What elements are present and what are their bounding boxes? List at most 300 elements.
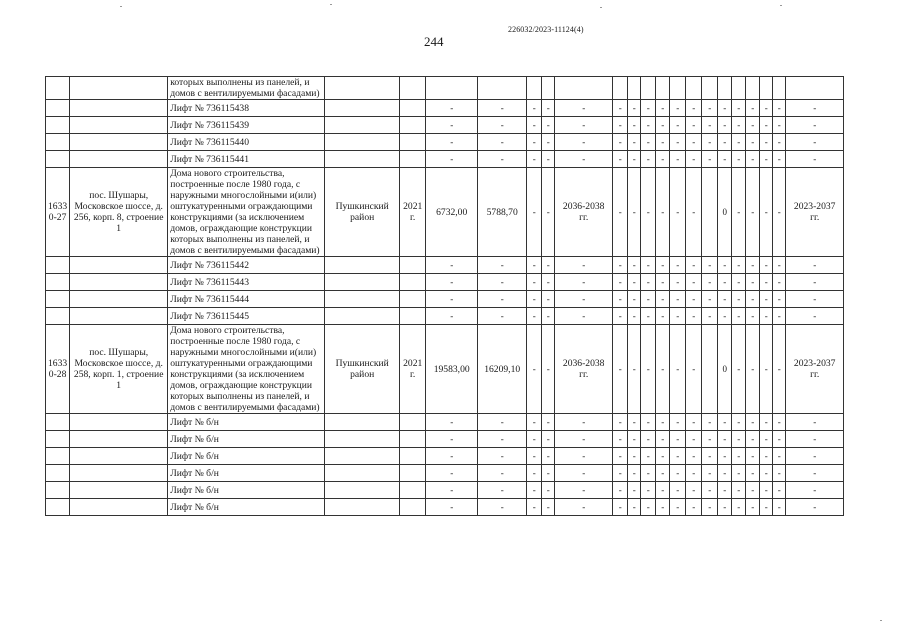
- address-cell: [70, 308, 168, 325]
- dash-cell: -: [426, 499, 478, 516]
- dash-cell: -: [641, 151, 656, 168]
- dash-cell: -: [656, 448, 670, 465]
- dash-cell: -: [718, 431, 732, 448]
- dash-cell: -: [786, 291, 844, 308]
- empty-cell: [426, 77, 478, 100]
- dash-cell: -: [478, 482, 527, 499]
- dash-cell: -: [641, 291, 656, 308]
- dash-cell: -: [702, 448, 718, 465]
- dash-cell: -: [641, 465, 656, 482]
- page-number: 244: [424, 34, 444, 49]
- district-cell: [325, 448, 400, 465]
- lift-label: Лифт № б/н: [168, 482, 325, 499]
- year-cell: [400, 499, 426, 516]
- dash-cell: -: [613, 117, 628, 134]
- dash-cell: -: [527, 117, 542, 134]
- dash-cell: -: [702, 117, 718, 134]
- dash-cell: -: [760, 465, 773, 482]
- dash-cell: -: [670, 499, 686, 516]
- dash-cell: -: [555, 465, 613, 482]
- dash-cell: -: [628, 465, 641, 482]
- dash-cell: -: [702, 308, 718, 325]
- dash-cell: -: [656, 100, 670, 117]
- dash-cell: -: [542, 308, 555, 325]
- dash-cell: -: [773, 168, 786, 257]
- lift-label: Лифт № 736115439: [168, 117, 325, 134]
- empty-cell: [527, 77, 542, 100]
- dash-cell: -: [718, 134, 732, 151]
- dash-cell: -: [613, 291, 628, 308]
- year-cell: [400, 291, 426, 308]
- empty-cell: [732, 77, 746, 100]
- dash-cell: -: [702, 499, 718, 516]
- lift-row: [46, 308, 844, 325]
- dash-cell: -: [656, 499, 670, 516]
- dash-cell: -: [555, 448, 613, 465]
- dash-cell: -: [426, 100, 478, 117]
- dash-cell: -: [746, 431, 760, 448]
- dash-cell: -: [760, 431, 773, 448]
- number-cell: [46, 448, 70, 465]
- dash-cell: -: [628, 482, 641, 499]
- address-cell: [70, 274, 168, 291]
- area-living: 16209,10: [478, 325, 527, 414]
- dash-cell: -: [686, 151, 702, 168]
- dash-cell: -: [542, 151, 555, 168]
- description-cell: которых выполнены из панелей, и домов с вентилируемыми фасадами): [168, 77, 325, 100]
- dash-cell: -: [773, 291, 786, 308]
- dash-cell: -: [773, 117, 786, 134]
- dash-cell: -: [686, 482, 702, 499]
- dash-cell: -: [656, 291, 670, 308]
- dash-cell: -: [478, 151, 527, 168]
- dash-cell: -: [773, 151, 786, 168]
- dash-cell: -: [732, 151, 746, 168]
- year-cell: [400, 308, 426, 325]
- dash-cell: -: [478, 274, 527, 291]
- dash-cell: -: [527, 168, 542, 257]
- dash-cell: -: [773, 431, 786, 448]
- dash-cell: -: [656, 465, 670, 482]
- dash-cell: -: [656, 117, 670, 134]
- dash-cell: -: [670, 291, 686, 308]
- dash-cell: -: [641, 414, 656, 431]
- number-cell: [46, 291, 70, 308]
- dash-cell: -: [555, 134, 613, 151]
- address-cell: [70, 291, 168, 308]
- dash-cell: -: [670, 482, 686, 499]
- dash-cell: -: [760, 257, 773, 274]
- dash-cell: -: [718, 499, 732, 516]
- dash-cell: -: [718, 482, 732, 499]
- district-cell: [325, 151, 400, 168]
- dash-cell: -: [702, 414, 718, 431]
- number-cell: [46, 100, 70, 117]
- dash-cell: -: [732, 134, 746, 151]
- dash-cell: -: [718, 308, 732, 325]
- dash-cell: -: [732, 274, 746, 291]
- dash-cell: -: [613, 499, 628, 516]
- dash-cell: -: [732, 499, 746, 516]
- dash-cell: -: [641, 134, 656, 151]
- address-cell: [70, 465, 168, 482]
- number-cell: [46, 134, 70, 151]
- dash-cell: -: [732, 257, 746, 274]
- dash-cell: -: [527, 308, 542, 325]
- dash-cell: -: [702, 482, 718, 499]
- number-cell: [46, 431, 70, 448]
- period-cell: 2036-2038 гг.: [555, 325, 613, 414]
- year-cell: [400, 431, 426, 448]
- dash-cell: -: [555, 117, 613, 134]
- number-cell: [46, 274, 70, 291]
- empty-cell: [702, 168, 718, 257]
- dash-cell: -: [527, 100, 542, 117]
- dash-cell: -: [641, 431, 656, 448]
- lift-label: Лифт № 736115445: [168, 308, 325, 325]
- lift-label: Лифт № б/н: [168, 431, 325, 448]
- dash-cell: -: [786, 308, 844, 325]
- dash-cell: -: [786, 482, 844, 499]
- year-cell: [400, 257, 426, 274]
- dash-cell: -: [786, 134, 844, 151]
- dash-cell: -: [478, 257, 527, 274]
- dash-cell: -: [426, 482, 478, 499]
- building-description: Дома нового строительства, построенные после 1980 года, с наружными многослойными и(или) оштукатуренными ограждающими конструкциями (за исключением домов, ограждающие конструкции которых выполнены из панелей, и домов с вентилируемыми фасадами): [168, 325, 325, 414]
- year-cell: [400, 151, 426, 168]
- empty-cell: [656, 77, 670, 100]
- dash-cell: -: [670, 168, 686, 257]
- area-living: 5788,70: [478, 168, 527, 257]
- dash-cell: -: [542, 448, 555, 465]
- lift-label: Лифт № 736115444: [168, 291, 325, 308]
- dash-cell: -: [760, 168, 773, 257]
- dash-cell: -: [702, 257, 718, 274]
- dash-cell: -: [628, 117, 641, 134]
- lift-row: [46, 117, 844, 134]
- number-cell: [46, 117, 70, 134]
- dash-cell: -: [732, 168, 746, 257]
- dash-cell: -: [773, 257, 786, 274]
- number-cell: [46, 77, 70, 100]
- dash-cell: -: [555, 151, 613, 168]
- lift-label: Лифт № 736115443: [168, 274, 325, 291]
- empty-cell: [400, 77, 426, 100]
- dash-cell: -: [478, 308, 527, 325]
- dash-cell: -: [786, 414, 844, 431]
- empty-cell: [686, 77, 702, 100]
- lift-row: [46, 274, 844, 291]
- dash-cell: -: [478, 448, 527, 465]
- empty-cell: [702, 77, 718, 100]
- dash-cell: -: [760, 117, 773, 134]
- dash-cell: -: [542, 274, 555, 291]
- dash-cell: -: [641, 274, 656, 291]
- dash-cell: -: [732, 117, 746, 134]
- dash-cell: -: [686, 134, 702, 151]
- dash-cell: -: [686, 414, 702, 431]
- year-cell: [400, 274, 426, 291]
- dash-cell: -: [555, 257, 613, 274]
- dash-cell: -: [478, 499, 527, 516]
- dash-cell: -: [542, 134, 555, 151]
- dash-cell: -: [670, 257, 686, 274]
- building-description: Дома нового строительства, построенные после 1980 года, с наружными многослойными и(или) оштукатуренными ограждающими конструкциями (за исключением домов, ограждающие конструкции которых выполнены из панелей, и домов с вентилируемыми фасадами): [168, 168, 325, 257]
- dash-cell: -: [718, 291, 732, 308]
- dash-cell: -: [628, 325, 641, 414]
- number-cell: [46, 151, 70, 168]
- empty-cell: [773, 77, 786, 100]
- empty-cell: [746, 77, 760, 100]
- dash-cell: -: [613, 465, 628, 482]
- continuation-row: [46, 77, 844, 100]
- year-cell: [400, 100, 426, 117]
- district-cell: [325, 431, 400, 448]
- dash-cell: -: [527, 499, 542, 516]
- dash-cell: -: [732, 291, 746, 308]
- empty-cell: [702, 325, 718, 414]
- dash-cell: -: [760, 151, 773, 168]
- dash-cell: -: [555, 291, 613, 308]
- year-cell: [400, 465, 426, 482]
- lift-label: Лифт № б/н: [168, 414, 325, 431]
- empty-cell: [555, 77, 613, 100]
- dash-cell: -: [555, 482, 613, 499]
- dash-cell: -: [773, 499, 786, 516]
- dash-cell: -: [686, 448, 702, 465]
- dash-cell: -: [656, 482, 670, 499]
- dash-cell: -: [641, 100, 656, 117]
- dash-cell: -: [746, 257, 760, 274]
- dash-cell: -: [702, 151, 718, 168]
- lift-label: Лифт № 736115440: [168, 134, 325, 151]
- dash-cell: -: [542, 291, 555, 308]
- zero-value: 0: [718, 325, 732, 414]
- year-cell: [400, 117, 426, 134]
- number-cell: [46, 499, 70, 516]
- dash-cell: -: [628, 274, 641, 291]
- dash-cell: -: [613, 448, 628, 465]
- dash-cell: -: [555, 274, 613, 291]
- district-cell: [325, 100, 400, 117]
- dash-cell: -: [670, 465, 686, 482]
- address-cell: [70, 257, 168, 274]
- district-cell: [325, 465, 400, 482]
- empty-cell: [542, 77, 555, 100]
- dash-cell: -: [773, 274, 786, 291]
- dash-cell: -: [527, 465, 542, 482]
- dash-cell: -: [786, 257, 844, 274]
- dash-cell: -: [426, 448, 478, 465]
- dash-cell: -: [656, 257, 670, 274]
- dash-cell: -: [760, 291, 773, 308]
- dash-cell: -: [426, 117, 478, 134]
- dash-cell: -: [613, 151, 628, 168]
- year-cell: [400, 414, 426, 431]
- lift-label: Лифт № 736115441: [168, 151, 325, 168]
- dash-cell: -: [641, 117, 656, 134]
- dash-cell: -: [760, 448, 773, 465]
- dash-cell: -: [786, 274, 844, 291]
- dash-cell: -: [786, 465, 844, 482]
- building-row: [46, 325, 844, 414]
- dash-cell: -: [613, 134, 628, 151]
- address-cell: [70, 482, 168, 499]
- district-cell: [325, 499, 400, 516]
- dash-cell: -: [555, 431, 613, 448]
- address-cell: [70, 431, 168, 448]
- address-cell: [70, 448, 168, 465]
- dash-cell: -: [746, 448, 760, 465]
- address-cell: [70, 414, 168, 431]
- dash-cell: -: [718, 414, 732, 431]
- building-number: 1633 0-27: [46, 168, 70, 257]
- dash-cell: -: [641, 448, 656, 465]
- district-cell: [325, 134, 400, 151]
- district-cell: [325, 257, 400, 274]
- dash-cell: -: [786, 448, 844, 465]
- dash-cell: -: [628, 499, 641, 516]
- dash-cell: -: [686, 168, 702, 257]
- dash-cell: -: [656, 414, 670, 431]
- dash-cell: -: [760, 482, 773, 499]
- term-cell: 2023-2037 гг.: [786, 325, 844, 414]
- district-cell: [325, 482, 400, 499]
- dash-cell: -: [478, 465, 527, 482]
- dash-cell: -: [555, 308, 613, 325]
- number-cell: [46, 482, 70, 499]
- dash-cell: -: [656, 274, 670, 291]
- dash-cell: -: [542, 117, 555, 134]
- dash-cell: -: [686, 431, 702, 448]
- dash-cell: -: [628, 257, 641, 274]
- dash-cell: -: [613, 168, 628, 257]
- dash-cell: -: [527, 431, 542, 448]
- dash-cell: -: [656, 151, 670, 168]
- lift-row: [46, 100, 844, 117]
- dash-cell: -: [613, 308, 628, 325]
- dash-cell: -: [760, 134, 773, 151]
- dash-cell: -: [670, 274, 686, 291]
- dash-cell: -: [613, 257, 628, 274]
- dash-cell: -: [656, 308, 670, 325]
- area-total: 19583,00: [426, 325, 478, 414]
- dash-cell: -: [670, 308, 686, 325]
- dash-cell: -: [746, 308, 760, 325]
- dash-cell: -: [702, 431, 718, 448]
- dash-cell: -: [478, 134, 527, 151]
- lift-label: Лифт № б/н: [168, 465, 325, 482]
- building-district: Пушкинский район: [325, 168, 400, 257]
- building-address: пос. Шушары, Московское шоссе, д. 258, корп. 1, строение 1: [70, 325, 168, 414]
- period-cell: 2036-2038 гг.: [555, 168, 613, 257]
- dash-cell: -: [746, 499, 760, 516]
- dash-cell: -: [628, 308, 641, 325]
- dash-cell: -: [718, 117, 732, 134]
- number-cell: [46, 257, 70, 274]
- dash-cell: -: [670, 151, 686, 168]
- dash-cell: -: [542, 325, 555, 414]
- dash-cell: -: [686, 308, 702, 325]
- dash-cell: -: [746, 168, 760, 257]
- dash-cell: -: [746, 117, 760, 134]
- dash-cell: -: [702, 291, 718, 308]
- dash-cell: -: [542, 414, 555, 431]
- dash-cell: -: [760, 308, 773, 325]
- dash-cell: -: [732, 448, 746, 465]
- dash-cell: -: [641, 308, 656, 325]
- lift-label: Лифт № б/н: [168, 499, 325, 516]
- dash-cell: -: [613, 431, 628, 448]
- lift-row: [46, 482, 844, 499]
- number-cell: [46, 414, 70, 431]
- empty-cell: [670, 77, 686, 100]
- zero-value: 0: [718, 168, 732, 257]
- dash-cell: -: [641, 325, 656, 414]
- dash-cell: -: [527, 325, 542, 414]
- dash-cell: -: [613, 274, 628, 291]
- district-cell: [325, 308, 400, 325]
- dash-cell: -: [656, 431, 670, 448]
- dash-cell: -: [542, 499, 555, 516]
- dash-cell: -: [527, 151, 542, 168]
- lift-row: [46, 151, 844, 168]
- number-cell: [46, 465, 70, 482]
- building-district: Пушкинский район: [325, 325, 400, 414]
- dash-cell: -: [686, 100, 702, 117]
- dash-cell: -: [746, 274, 760, 291]
- dash-cell: -: [527, 448, 542, 465]
- dash-cell: -: [641, 499, 656, 516]
- lift-row: [46, 431, 844, 448]
- dash-cell: -: [542, 482, 555, 499]
- dash-cell: -: [527, 274, 542, 291]
- dash-cell: -: [746, 291, 760, 308]
- dash-cell: -: [628, 414, 641, 431]
- dash-cell: -: [686, 325, 702, 414]
- dash-cell: -: [426, 134, 478, 151]
- dash-cell: -: [628, 100, 641, 117]
- empty-cell: [786, 77, 844, 100]
- dash-cell: -: [773, 482, 786, 499]
- dash-cell: -: [426, 257, 478, 274]
- empty-cell: [718, 77, 732, 100]
- dash-cell: -: [702, 100, 718, 117]
- register-table: [45, 76, 844, 516]
- dash-cell: -: [786, 117, 844, 134]
- empty-cell: [641, 77, 656, 100]
- dash-cell: -: [718, 465, 732, 482]
- dash-cell: -: [542, 100, 555, 117]
- dash-cell: -: [760, 100, 773, 117]
- address-cell: [70, 117, 168, 134]
- dash-cell: -: [773, 308, 786, 325]
- empty-cell: [760, 77, 773, 100]
- term-cell: 2023-2037 гг.: [786, 168, 844, 257]
- dash-cell: -: [746, 482, 760, 499]
- dash-cell: -: [702, 274, 718, 291]
- dash-cell: -: [786, 431, 844, 448]
- number-cell: [46, 308, 70, 325]
- lift-label: Лифт № б/н: [168, 448, 325, 465]
- dash-cell: -: [555, 499, 613, 516]
- dash-cell: -: [478, 117, 527, 134]
- dash-cell: -: [746, 325, 760, 414]
- dash-cell: -: [426, 414, 478, 431]
- dash-cell: -: [686, 274, 702, 291]
- empty-cell: [325, 77, 400, 100]
- dash-cell: -: [686, 257, 702, 274]
